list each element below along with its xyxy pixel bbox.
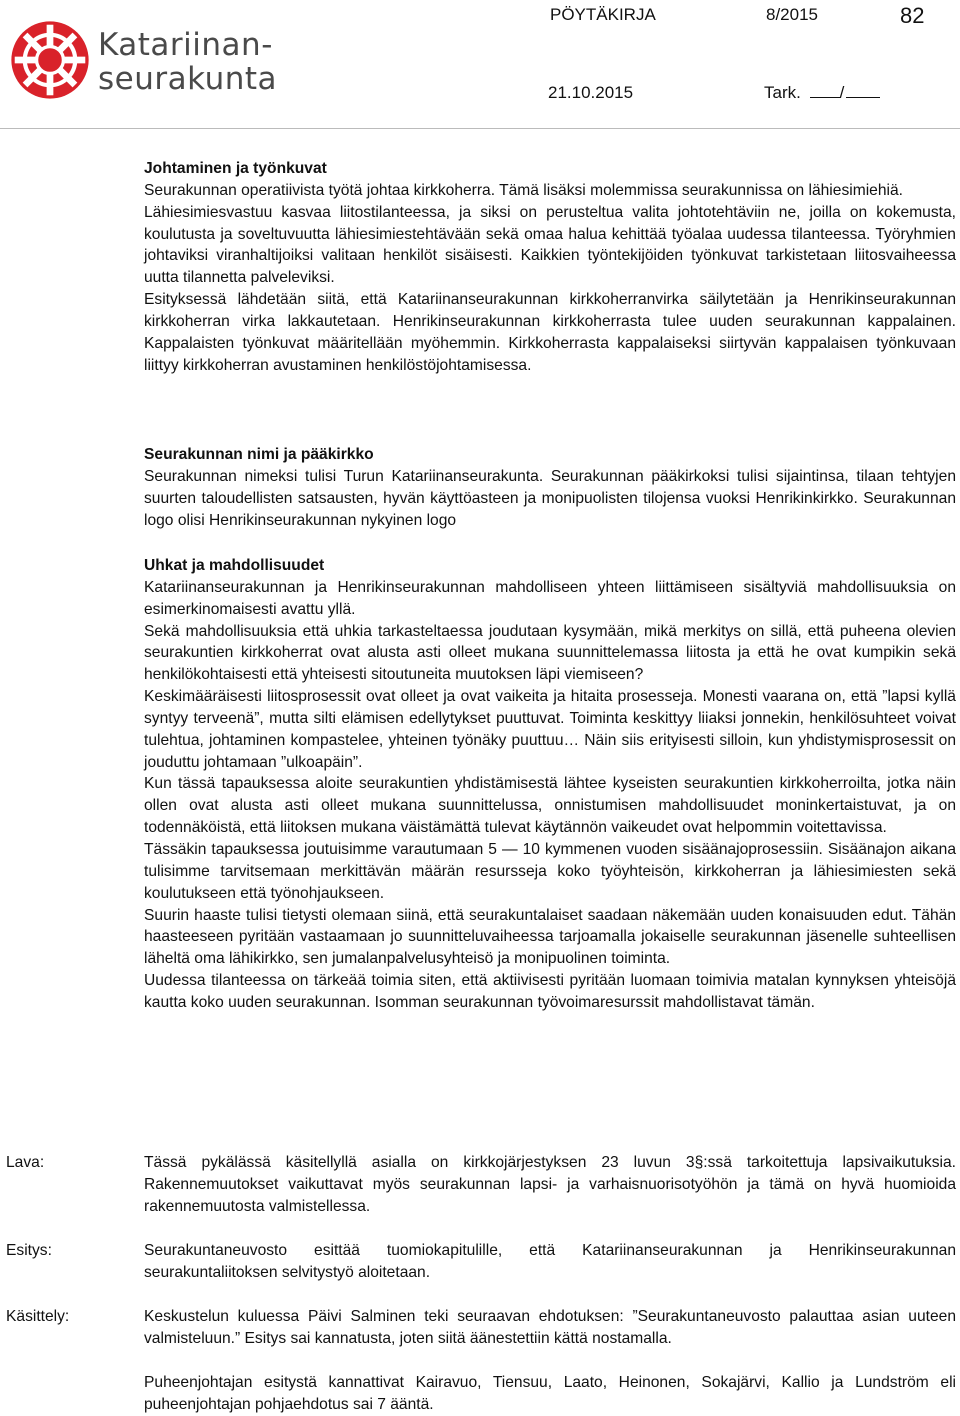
paragraph: Keskimääräisesti liitosprosessit ovat olleet ja ovat vaikeita ja hitaita prosesseja. Monesti vaarana on, että ”lapsi kyllä syntyy terveenä”, mutta silti elämisen edellytykset puuttuvat. Toiminta keskittyy liiaksi jonnekin, henkilösuhteet voivat tulehtua, johtaminen kompastelee, yhteinen työnäky puuttuu… Näin siis erityisesti silloin, kun yhdistymisprosessit on jouduttu johtamaan ”ulkoapäin”.	[144, 688, 956, 771]
paragraph: Seurakunnan nimeksi tulisi Turun Katariinanseurakunta. Seurakunnan pääkirkoksi tulisi sijaintinsa, tilaan tehtyjen suurten taloudellisten satsausten, hyvän käyttöasteen ja monipuolisten tilojensa vuoksi Henrikinkirkko. Seurakunnan logo olisi Henrikinseurakunnan nykyinen logo	[144, 467, 956, 529]
paragraph: Tässäkin tapauksessa joutuisimme varautumaan 5 — 10 kymmenen vuoden sisäänajoprosessiin. Sisäänajon aikana tulisimme tarvitsemaan merkittävän määrän resursseja koko työyhteisön, kirkkoherran ja lähiesimiesten sekä koulutukseen että työnohjaukseen.	[144, 840, 956, 902]
paragraph: Puheenjohtajan esitystä kannattivat Kairavuo, Tiensuu, Laato, Heinonen, Sokajärvi, Kallio ja Lundström eli puheenjohtajan pohjaehdotus sai 7 ääntä.	[144, 1374, 956, 1413]
section-kasittely	[144, 1306, 956, 1350]
logo-text-line1: Katariinan-	[98, 27, 273, 63]
check-field	[764, 83, 880, 103]
label-esitys: Esitys:	[6, 1242, 52, 1259]
paragraph: Sekä mahdollisuuksia että uhkia tarkasteltaessa joudutaan kysymään, mikä merkitys on sillä, että puheena olevien seurakuntien kirkkoherrat ovat alusta asti olleet mukana suunnittelemassa liitosta ja että he ovat kumpikin sekä henkilökohtaisesti että yhteisesti sitoutuneita muutoksen läpi viemiseen?	[144, 622, 956, 684]
check-blank-2	[846, 83, 880, 98]
document-type: PÖYTÄKIRJA	[550, 5, 656, 24]
section-uhkat	[144, 555, 956, 1014]
section-nimi	[144, 444, 956, 531]
paragraph: Lähiesimiesvastuu kasvaa liitostilanteessa, ja siksi on perusteltua valita johtotehtäviin ne, joilla on kokemusta, koulutusta ja soveltuvuutta lähiesimiestehtävään sekä omaa halua kehittää työalaa uudessa tilanteessa. Työryhmien johtaviksi viranhaltijoiksi valitaan henkilöt sisäisesti. Kaikkien työntekijöiden työnkuvat tarkistetaan liitosvaiheessa uutta tilannetta palveleviksi.	[144, 203, 956, 287]
paragraph: Katariinanseurakunnan ja Henrikinseurakunnan mahdolliseen yhteen liittämiseen sisältyviä mahdollisuuksia on esimerkinomaisesti avattu yllä.	[144, 578, 956, 618]
paragraph: Esityksessä lähdetään siitä, että Katariinanseurakunnan kirkkoherranvirka säilytetään ja Henrikinseurakunnan kirkkoherran virka lakkautetaan. Henrikinseurakunnan kirkkoherrasta tulee uuden seurakunnan kappalainen. Kappalaisten työnkuvat määritellään myöhemmin. Kirkkoherrasta kappalaiseksi siirtyvän kappalaisen työnkuvaan liittyy kirkkoherran avustaminen henkilöstöjohtamisessa.	[144, 291, 956, 374]
paragraph: Kun tässä tapauksessa aloite seurakuntien yhdistämisestä lähtee kyseisten seurakuntien kirkkoherroilta, jotka näin ollen ovat alusta asti olleet mukana suunnittelussa, onnistumisen mahdollisuudet moninkertaistuvat, ja on todennäköistä, että liitoksen mukana väistämättä tulevat käytännön vaikeudet ovat helpommin voitettavissa.	[144, 775, 956, 837]
header-divider	[0, 128, 960, 129]
label-kasittely: Käsittely:	[6, 1308, 70, 1325]
document-number: 8/2015	[766, 5, 818, 24]
paragraph: Seurakuntaneuvosto esittää tuomiokapitulille, että Katariinanseurakunnan ja Henrikinseurakunnan seurakuntaliitoksen selvitystyö aloitetaan.	[144, 1242, 956, 1281]
paragraph: Seurakunnan operatiivista työtä johtaa kirkkoherra. Tämä lisäksi molemmissa seurakunnissa on lähiesimiehiä.	[144, 181, 903, 199]
paragraph: Keskustelun kuluessa Päivi Salminen teki seuraavan ehdotuksen: ”Seurakuntaneuvosto palauttaa asian uuteen valmisteluun.” Esitys sai kannatusta, joten siitä äänestettiin kättä nostamalla.	[144, 1308, 956, 1347]
check-separator: /	[839, 83, 845, 102]
check-label: Tark.	[764, 83, 801, 102]
page-number: 82	[900, 3, 925, 28]
section-heading: Uhkat ja mahdollisuudet	[144, 557, 325, 574]
check-blank-1	[810, 83, 840, 98]
label-lava: Lava:	[6, 1154, 45, 1171]
section-johtaminen	[144, 158, 956, 376]
meeting-date: 21.10.2015	[548, 83, 634, 102]
paragraph: Tässä pykälässä käsitellyllä asialla on kirkkojärjestyksen 23 luvun 3§:ssä tarkoitettuja lapsivaikutuksia. Rakennemuutokset vaikuttavat myös seurakunnan lapsi- ja varhaisnuorisotyöhön ja tämä on hyvä huomioida rakennemuutosta valmistellessa.	[144, 1154, 956, 1215]
paragraph: Uudessa tilanteessa on tärkeää toimia siten, että aktiivisesti pyritään luomaan toimivia matalan kynnyksen yhteisöjä kautta koko uuden seurakunnan. Isomman seurakunnan työvoimaresurssit mahdollistavat tämän.	[144, 972, 956, 1011]
section-heading: Johtaminen ja työnkuvat	[144, 160, 327, 177]
section-esitys	[144, 1240, 956, 1284]
paragraph: Suurin haaste tulisi tietysti olemaan siinä, että seurakuntalaiset saadaan näkemään uuden konaisuuden edut. Tähän haasteeseen pyritään vastaamaan jo suunnitteluvaiheessa tarjoamalla jokaiselle seurakunnan jäsenelle suhteellisen läheltä oma lähikirkko, sen jumalanpalvelusyhteisö ja monipuolinen toiminta.	[144, 906, 956, 968]
logo-text-line2: seurakunta	[98, 61, 278, 97]
section-kasittely-result	[144, 1372, 956, 1416]
section-heading: Seurakunnan nimi ja pääkirkko	[144, 446, 374, 463]
parish-logo-icon	[8, 18, 92, 102]
section-lava	[144, 1152, 956, 1218]
